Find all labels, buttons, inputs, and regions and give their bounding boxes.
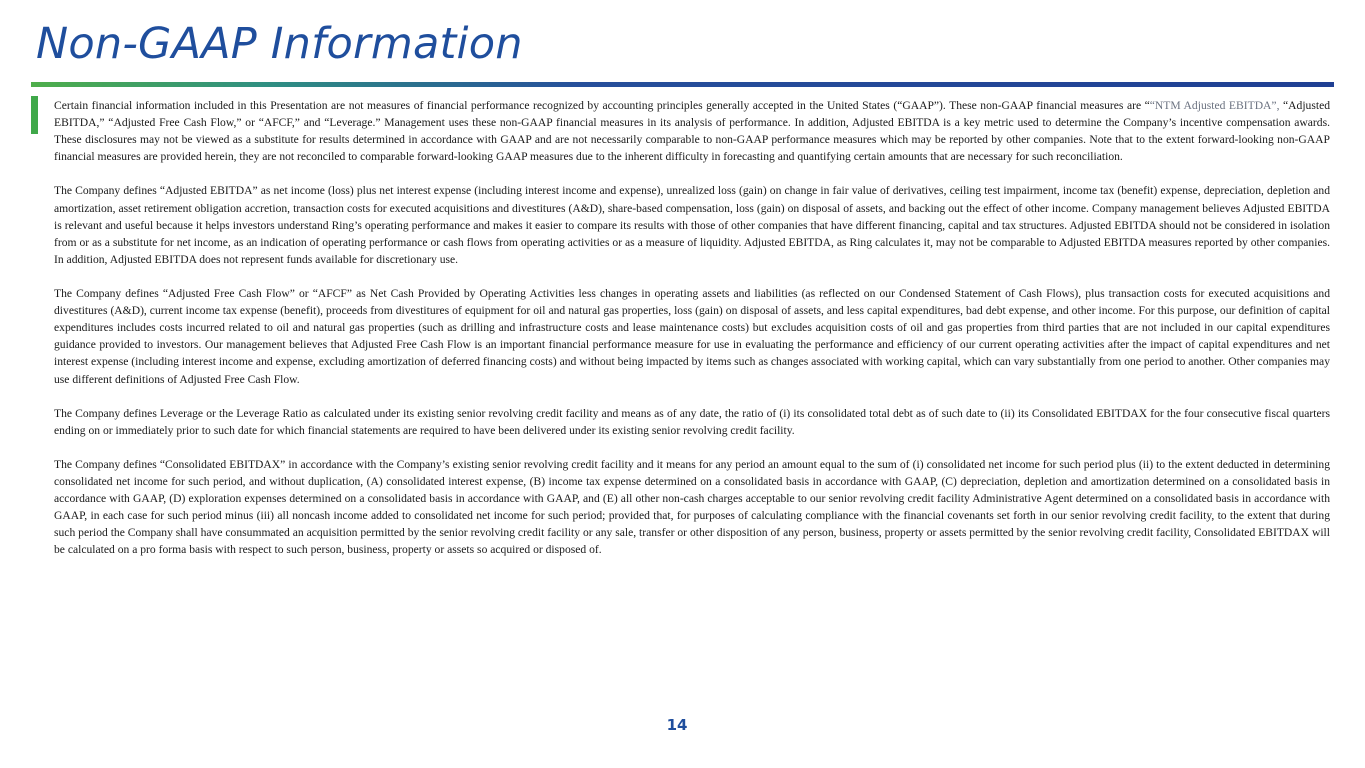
paragraph-consolidated-ebitdax: The Company defines “Consolidated EBITDAX” in accordance with the Company’s existing senior revolving credit facility and it means for any period an amount equal to the sum of (i) consolidated net income for such period plus (ii) to the extent deducted in determining consolidated net income for such period, and without duplication, (A) consolidated interest expense, (B) income tax expense determined on a consolidated basis in accordance with GAAP, (C) depreciation, depletion and amortization determined on a consolidated basis in accordance with GAAP, (D) exploration expenses determined on a consolidated basis in accordance with GAAP, and (E) all other non-cash charges acceptable to our senior revolving credit facility Administrative Agent determined on a consolidated basis in accordance with GAAP, in each case for such period minus (iii) all noncash income added to consolidated net income for such period; provided that, for purposes of calculating compliance with the financial covenants set forth in our senior revolving credit facility, to the extent that during such period the Company shall have consummated an acquisition permitted by the senior revolving credit facility or any sale, transfer or other disposition of any person, business, property or assets permitted by the senior revolving credit facility, Consolidated EBITDAX will be calculated on a pro forma basis with respect to such person, business, property or assets so acquired or disposed of. [54, 457, 1330, 557]
page-title: Non-GAAP Information [36, 19, 523, 69]
title-divider [31, 82, 1334, 87]
paragraph-adjusted-free-cash-flow: The Company defines “Adjusted Free Cash Flow” or “AFCF” as Net Cash Provided by Operating Activities less changes in operating assets and liabilities (as reflected on our Condensed Statement of Cash Flows), plus transaction costs for executed acquisitions and divestitures (A&D), current income tax expense (benefit), proceeds from divestitures of equipment for oil and natural gas properties, loss (gain) on disposal of assets, and less capital expenditures, bad debt expense, and other income. For this purpose, our definition of capital expenditures includes costs incurred related to oil and natural gas properties (such as drilling and infrastructure costs and lease maintenance costs) but excludes acquisition costs of oil and gas properties from third parties that are not included in our capital expenditures guidance provided to investors. Our management believes that Adjusted Free Cash Flow is an important financial performance measure for use in evaluating the performance and efficiency of our current operating activities after the impact of capital expenditures and net interest expense (including interest income and expense, excluding amortization of deferred financing costs) and without being impacted by items such as changes associated with working capital, which can vary substantially from one period to another. Other companies may use different definitions of Adjusted Free Cash Flow. [54, 287, 1330, 386]
paragraph-text: Certain financial information included in this Presentation are not measures of financial performance recognized by accounting principles generally accepted in the United States (“GAAP”). These non-GAAP financial measures are “ [54, 99, 1150, 112]
paragraph-adjusted-ebitda: The Company defines “Adjusted EBITDA” as net income (loss) plus net interest expense (including interest income and expense), unrealized loss (gain) on change in fair value of derivatives, ceiling test impairment, income tax (benefit) expense, depreciation, depletion and amortization, asset retirement obligation accretion, transaction costs for executed acquisitions and divestitures (A&D), share-based compensation, loss (gain) on disposal of assets, and backing out the effect of other income. Company management believes Adjusted EBITDA is relevant and useful because it helps investors understand Ring’s operating performance and makes it easier to compare its results with those of other companies that have different financing, capital and tax structures. Adjusted EBITDA should not be considered in isolation from or as a substitute for net income, as an indication of operating performance or cash flows from operating activities or as a measure of liquidity. Adjusted EBITDA, as Ring calculates it, may not be comparable to Adjusted EBITDA measures reported by other companies. In addition, Adjusted EBITDA does not represent funds available for discretionary use. [54, 184, 1330, 266]
accent-bar [31, 96, 38, 134]
highlighted-term: “NTM Adjusted EBITDA”, [1149, 99, 1283, 112]
body-text [54, 97, 1330, 559]
paragraph-leverage: The Company defines Leverage or the Leverage Ratio as calculated under its existing senior revolving credit facility and means as of any date, the ratio of (i) its consolidated total debt as of such date to (ii) its Consolidated EBITDAX for the four consecutive fiscal quarters ending on or immediately prior to such date for which financial statements are required to have been delivered under its existing senior revolving credit facility. [54, 406, 1330, 437]
page-number: 14 [666, 716, 688, 734]
paragraph-text: “Adjusted EBITDA,” “Adjusted Free Cash Flow,” or “AFCF,” and “Leverage.” Management uses these non-GAAP financial measures in its analysis of performance. In addition, Adjusted EBITDA is a key metric used to determine the Company’s incentive compensation awards. These disclosures may not be viewed as a substitute for results determined in accordance with GAAP and are not necessarily comparable to non-GAAP performance measures which may be reported by other companies. Note that to the extent forward-looking non-GAAP financial measures are provided herein, they are not reconciled to comparable forward-looking GAAP measures due to the inherent difficulty in forecasting and quantifying certain amounts that are necessary for such reconciliation. [54, 99, 1331, 164]
paragraph-non-gaap-intro [54, 97, 1330, 165]
